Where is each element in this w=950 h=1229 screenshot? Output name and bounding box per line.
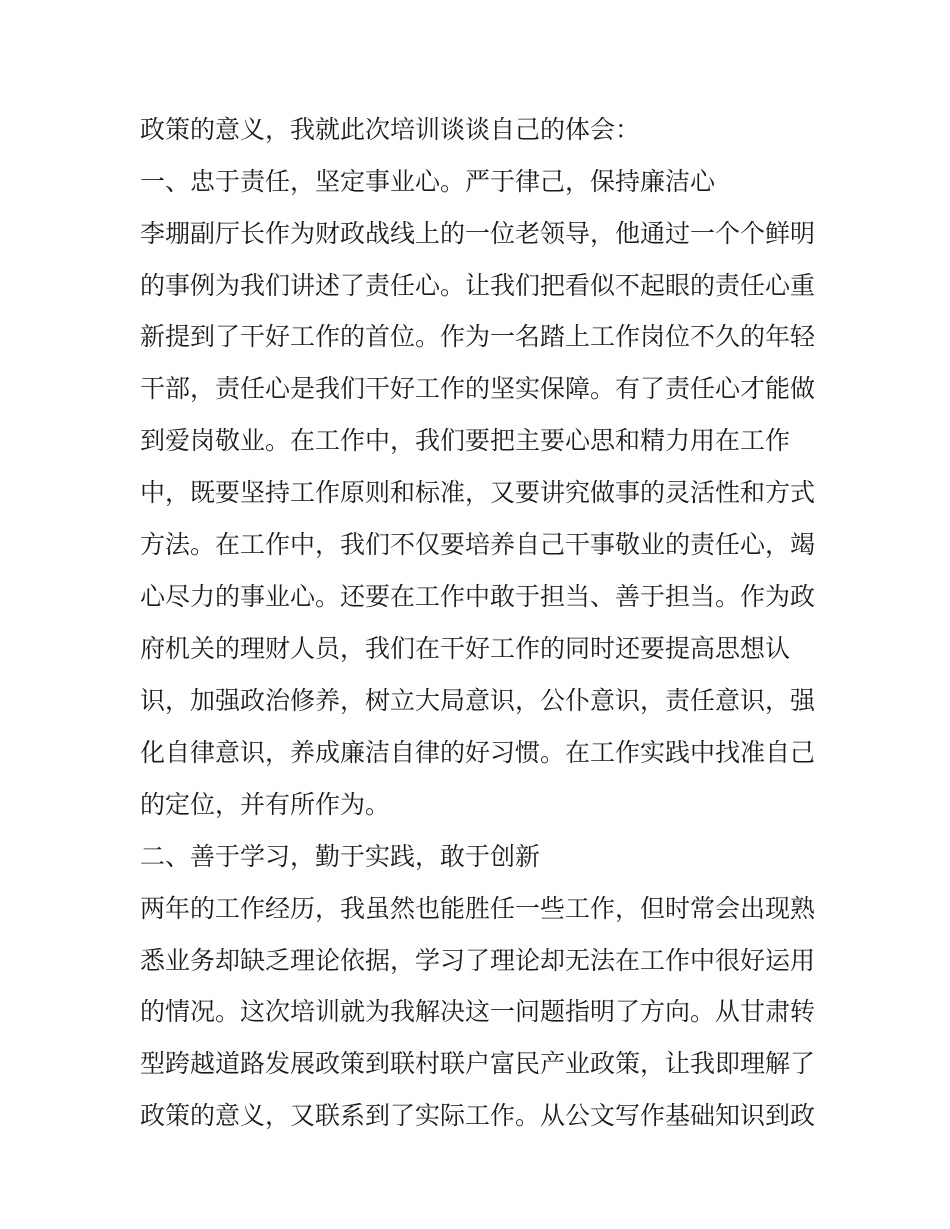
text-line: 府机关的理财人员，我们在干好工作的同时还要提高思想认 [140, 634, 791, 663]
text-line: 政策的意义，又联系到了实际工作。从公文写作基础知识到政 [140, 1101, 816, 1130]
text-line: 到爱岗敬业。在工作中，我们要把主要心思和精力用在工作 [140, 426, 791, 455]
text-line: 识，加强政治修养，树立大局意识，公仆意识，责任意识，强 [140, 686, 816, 715]
text-line: 干部，责任心是我们干好工作的坚实保障。有了责任心才能做 [140, 374, 816, 403]
text-line: 心尽力的事业心。还要在工作中敢于担当、善于担当。作为政 [140, 582, 816, 611]
text-line: 方法。在工作中，我们不仅要培养自己干事敬业的责任心，竭 [140, 530, 816, 559]
section-heading: 二、善于学习，勤于实践，敢于创新 [140, 842, 541, 871]
text-line: 新提到了干好工作的首位。作为一名踏上工作岗位不久的年轻 [140, 322, 816, 351]
text-line: 李堋副厅长作为财政战线上的一位老领导，他通过一个个鲜明 [140, 219, 816, 248]
text-line: 型跨越道路发展政策到联村联户富民产业政策，让我即理解了 [140, 1049, 816, 1078]
text-line: 政策的意义，我就此次培训谈谈自己的体会： [140, 115, 641, 144]
text-line: 两年的工作经历，我虽然也能胜任一些工作，但时常会出现熟 [140, 894, 816, 923]
text-line: 中，既要坚持工作原则和标准，又要讲究做事的灵活性和方式 [140, 478, 816, 507]
text-line: 的定位，并有所作为。 [140, 790, 391, 819]
text-line: 的事例为我们讲述了责任心。让我们把看似不起眼的责任心重 [140, 271, 816, 300]
text-line: 的情况。这次培训就为我解决这一问题指明了方向。从甘肃转 [140, 997, 816, 1026]
text-line: 悉业务却缺乏理论依据，学习了理论却无法在工作中很好运用 [140, 946, 816, 975]
section-heading: 一、忠于责任，坚定事业心。严于律己，保持廉洁心 [140, 167, 716, 196]
text-line: 化自律意识，养成廉洁自律的好习惯。在工作实践中找准自己 [140, 738, 816, 767]
